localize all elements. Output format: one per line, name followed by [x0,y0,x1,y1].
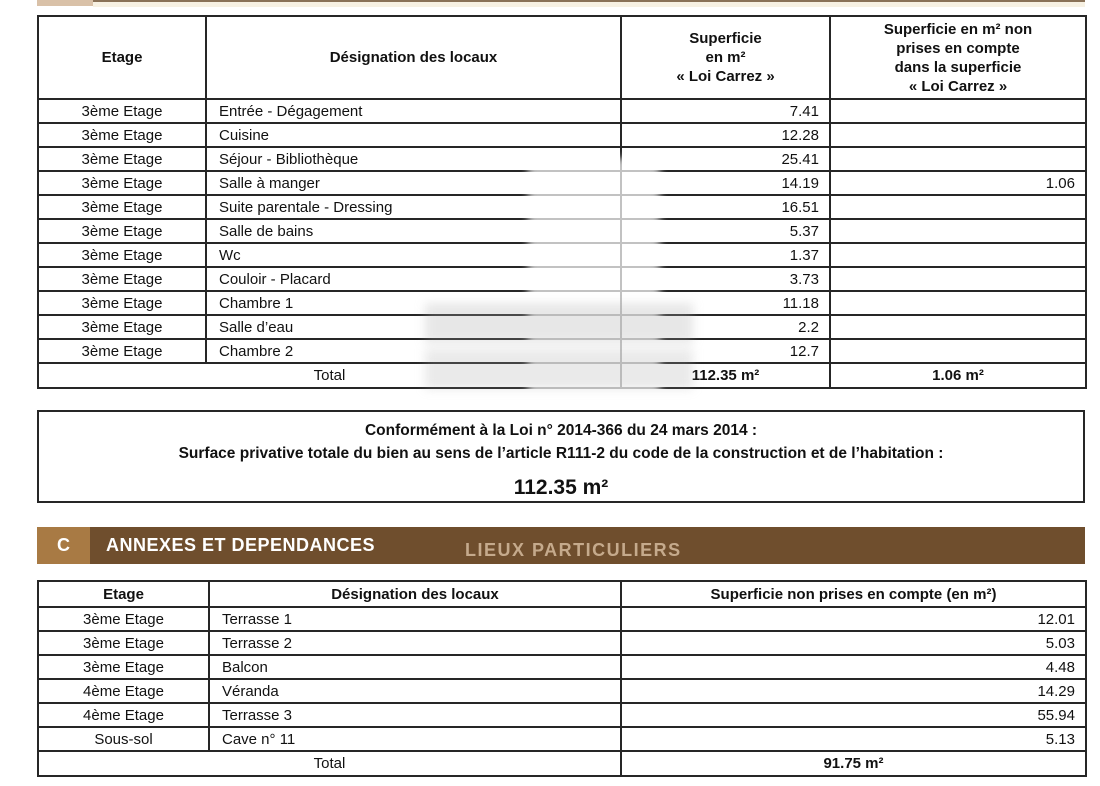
header-line: dans la superficie [894,58,1022,76]
cell-carrez-value: 12.28 [621,123,830,147]
cell-non-carrez-value [830,339,1086,363]
cell-non-carrez-value [830,243,1086,267]
annexes-table-header-row [38,581,1086,607]
cell-carrez-value: 11.18 [621,291,830,315]
cell-etage: 3ème Etage [38,243,206,267]
cell-designation: Chambre 2 [206,339,621,363]
table-row [38,99,1086,123]
cell-non-carrez-value [830,99,1086,123]
section-banner [37,527,1085,564]
cell-designation: Suite parentale - Dressing [206,195,621,219]
cell-designation: Couloir - Placard [206,267,621,291]
cell-etage: 3ème Etage [38,267,206,291]
total-non-carrez-value: 1.06 m² [830,363,1086,388]
previous-section-remnant [93,2,1085,7]
annexes-table [37,580,1087,777]
col-header-superficie: Superficie non prises en compte (en m²) [621,581,1086,607]
header-line: « Loi Carrez » [908,77,1008,95]
conformity-law-line: Conformément à la Loi n° 2014-366 du 24 mars 2014 : [364,422,758,439]
cell-designation: Véranda [209,679,621,703]
cell-etage: Sous-sol [38,727,209,751]
cell-non-carrez-value [830,315,1086,339]
cell-etage: 3ème Etage [38,171,206,195]
col-header-superficie-non-carrez [830,16,1086,99]
total-annexes-value: 91.75 m² [621,751,1086,776]
conformity-surface-line: Surface privative totale du bien au sens de l’article R111-2 du code de la construction et de l’habitation : [178,445,944,462]
cell-designation: Cave n° 11 [209,727,621,751]
cell-designation: Chambre 1 [206,291,621,315]
carrez-table-header-row [38,16,1086,99]
table-row [38,679,1086,703]
table-row [38,171,1086,195]
annexes-total-row [38,751,1086,776]
section-letter-badge: C [37,527,90,564]
cell-etage: 3ème Etage [38,631,209,655]
table-row [38,291,1086,315]
cell-non-carrez-value [830,195,1086,219]
cell-designation: Entrée - Dégagement [206,99,621,123]
cell-designation: Cuisine [206,123,621,147]
table-row [38,195,1086,219]
cell-carrez-value: 16.51 [621,195,830,219]
company-watermark-text: LIEUX PARTICULIERS [465,540,682,560]
cell-superficie-value: 5.13 [621,727,1086,751]
cell-etage: 3ème Etage [38,219,206,243]
table-row [38,631,1086,655]
cell-carrez-value: 12.7 [621,339,830,363]
table-row [38,655,1086,679]
table-row [38,219,1086,243]
col-header-designation: Désignation des locaux [206,16,621,99]
col-header-superficie-carrez [621,16,830,99]
cell-etage: 3ème Etage [38,195,206,219]
cell-non-carrez-value [830,267,1086,291]
cell-etage: 3ème Etage [38,339,206,363]
cell-non-carrez-value [830,219,1086,243]
table-row [38,123,1086,147]
col-header-designation: Désignation des locaux [209,581,621,607]
cell-designation: Terrasse 1 [209,607,621,631]
total-label: Total [38,751,621,776]
cell-etage: 3ème Etage [38,99,206,123]
cell-etage: 3ème Etage [38,291,206,315]
cell-etage: 4ème Etage [38,679,209,703]
carrez-total-row [38,363,1086,388]
header-line: prises en compte [896,39,1020,57]
table-row [38,267,1086,291]
table-row [38,243,1086,267]
cell-non-carrez-value [830,291,1086,315]
header-line: Superficie en m² non [883,20,1033,38]
carrez-table [37,15,1087,389]
section-title: ANNEXES ET DEPENDANCES [106,535,376,555]
total-carrez-value: 112.35 m² [621,363,830,388]
col-header-etage: Etage [38,581,209,607]
cell-designation: Salle à manger [206,171,621,195]
cell-etage: 3ème Etage [38,123,206,147]
cell-etage: 3ème Etage [38,315,206,339]
cell-etage: 4ème Etage [38,703,209,727]
cell-etage: 3ème Etage [38,655,209,679]
cell-superficie-value: 55.94 [621,703,1086,727]
cell-non-carrez-value: 1.06 [830,171,1086,195]
cell-carrez-value: 7.41 [621,99,830,123]
total-label: Total [38,363,621,388]
cell-etage: 3ème Etage [38,607,209,631]
cell-carrez-value: 25.41 [621,147,830,171]
cell-designation: Wc [206,243,621,267]
table-row [38,315,1086,339]
cell-etage: 3ème Etage [38,147,206,171]
cell-superficie-value: 5.03 [621,631,1086,655]
cell-designation: Séjour - Bibliothèque [206,147,621,171]
table-row [38,147,1086,171]
table-row [38,607,1086,631]
cell-designation: Salle d’eau [206,315,621,339]
table-row [38,727,1086,751]
cell-designation: Terrasse 3 [209,703,621,727]
cell-non-carrez-value [830,123,1086,147]
table-row [38,339,1086,363]
header-line: Superficie [689,30,762,47]
cell-superficie-value: 12.01 [621,607,1086,631]
cell-carrez-value: 3.73 [621,267,830,291]
table-row [38,703,1086,727]
header-line: en m² [705,49,746,66]
cell-non-carrez-value [830,147,1086,171]
cell-carrez-value: 1.37 [621,243,830,267]
conformity-box [37,410,1085,503]
cell-superficie-value: 14.29 [621,679,1086,703]
cell-designation: Terrasse 2 [209,631,621,655]
cell-carrez-value: 14.19 [621,171,830,195]
cell-carrez-value: 5.37 [621,219,830,243]
previous-section-label-remnant [37,0,93,6]
conformity-total-surface: 112.35 m² [513,476,609,499]
cell-designation: Balcon [209,655,621,679]
cell-designation: Salle de bains [206,219,621,243]
col-header-etage: Etage [38,16,206,99]
cell-superficie-value: 4.48 [621,655,1086,679]
header-line: « Loi Carrez » [676,68,775,85]
cell-carrez-value: 2.2 [621,315,830,339]
